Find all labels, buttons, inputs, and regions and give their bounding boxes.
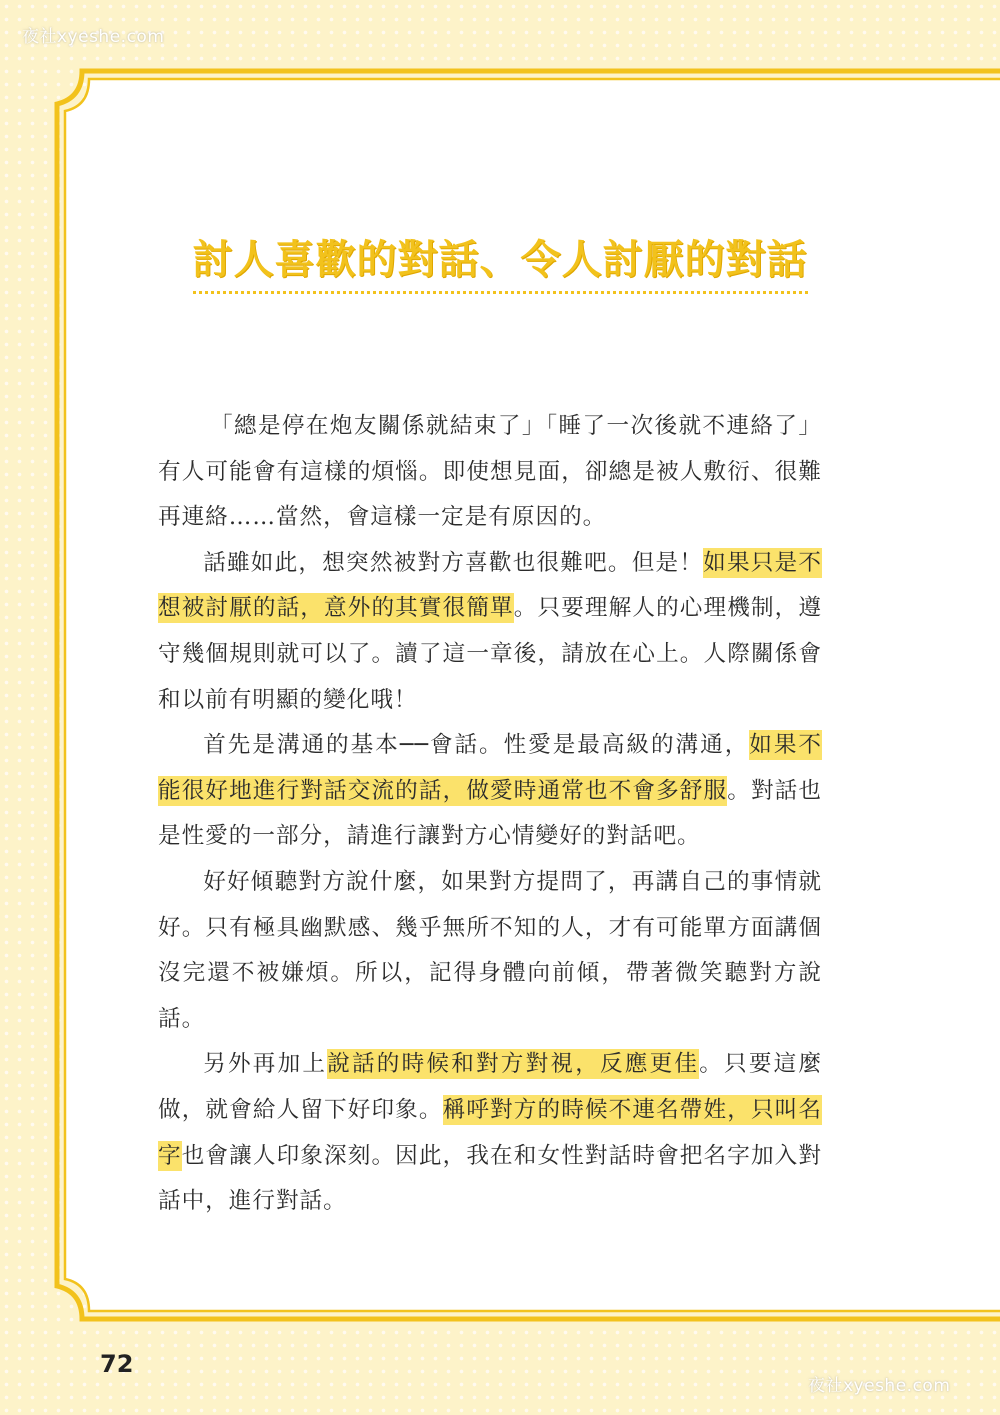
- text-segment: 首先是溝通的基本──會話。性愛是最高級的溝通，: [203, 732, 750, 759]
- text-segment: 好好傾聽對方說什麼，如果對方提問了，再講自己的事情就好。只有極具幽默感、幾乎無所不知的人，才有可能單方面講個沒完還不被嫌煩。所以，記得身體向前傾，帶著微笑聽對方說話。: [158, 868, 822, 1032]
- title-container: [0, 228, 1000, 294]
- paragraph: [158, 404, 822, 541]
- body-text: [158, 404, 822, 1225]
- paragraph: [158, 541, 822, 723]
- highlighted-text: 稱呼對方的時候不連名帶姓，只叫名字: [158, 1096, 822, 1169]
- paragraph: [158, 860, 822, 1042]
- page-number: 72: [100, 1350, 134, 1378]
- text-segment: 「總是停在炮友關係就結束了」「睡了一次後就不連絡了」有人可能會有這樣的煩惱。即使想見面，卻總是被人敷衍、很難再連絡……當然，會這樣一定是有原因的。: [158, 413, 822, 531]
- text-segment: 話雖如此，想突然被對方喜歡也很難吧。但是！: [203, 549, 704, 576]
- paragraph: [158, 723, 822, 860]
- text-segment: 。只要理解人的心理機制，遵守幾個規則就可以了。讀了這一章後，請放在心上。人際關係會和以前有明顯的變化哦！: [158, 595, 822, 713]
- text-segment: 。只要這麼做，就會給人留下好印象。: [158, 1051, 823, 1123]
- highlighted-text: 如果只是不想被討厭的話，意外的其實很簡單: [158, 549, 823, 622]
- watermark-top: 夜社xyeshe.com: [22, 27, 165, 47]
- highlighted-text: 如果不能很好地進行對話交流的話，做愛時通常也不會多舒服: [158, 732, 822, 804]
- page-title: 討人喜歡的對話、令人討厭的對話: [193, 228, 808, 294]
- text-segment: 也會讓人印象深刻。因此，我在和女性對話時會把名字加入對話中，進行對話。: [158, 1142, 822, 1215]
- highlighted-text: 說話的時候和對方對視，反應更佳: [327, 1051, 700, 1078]
- paragraph: [158, 1042, 822, 1224]
- text-segment: 另外再加上: [203, 1051, 328, 1078]
- text-segment: 。對話也是性愛的一部分，請進行讓對方心情變好的對話吧。: [158, 777, 822, 850]
- watermark-bottom: 夜社xyeshe.com: [808, 1376, 951, 1396]
